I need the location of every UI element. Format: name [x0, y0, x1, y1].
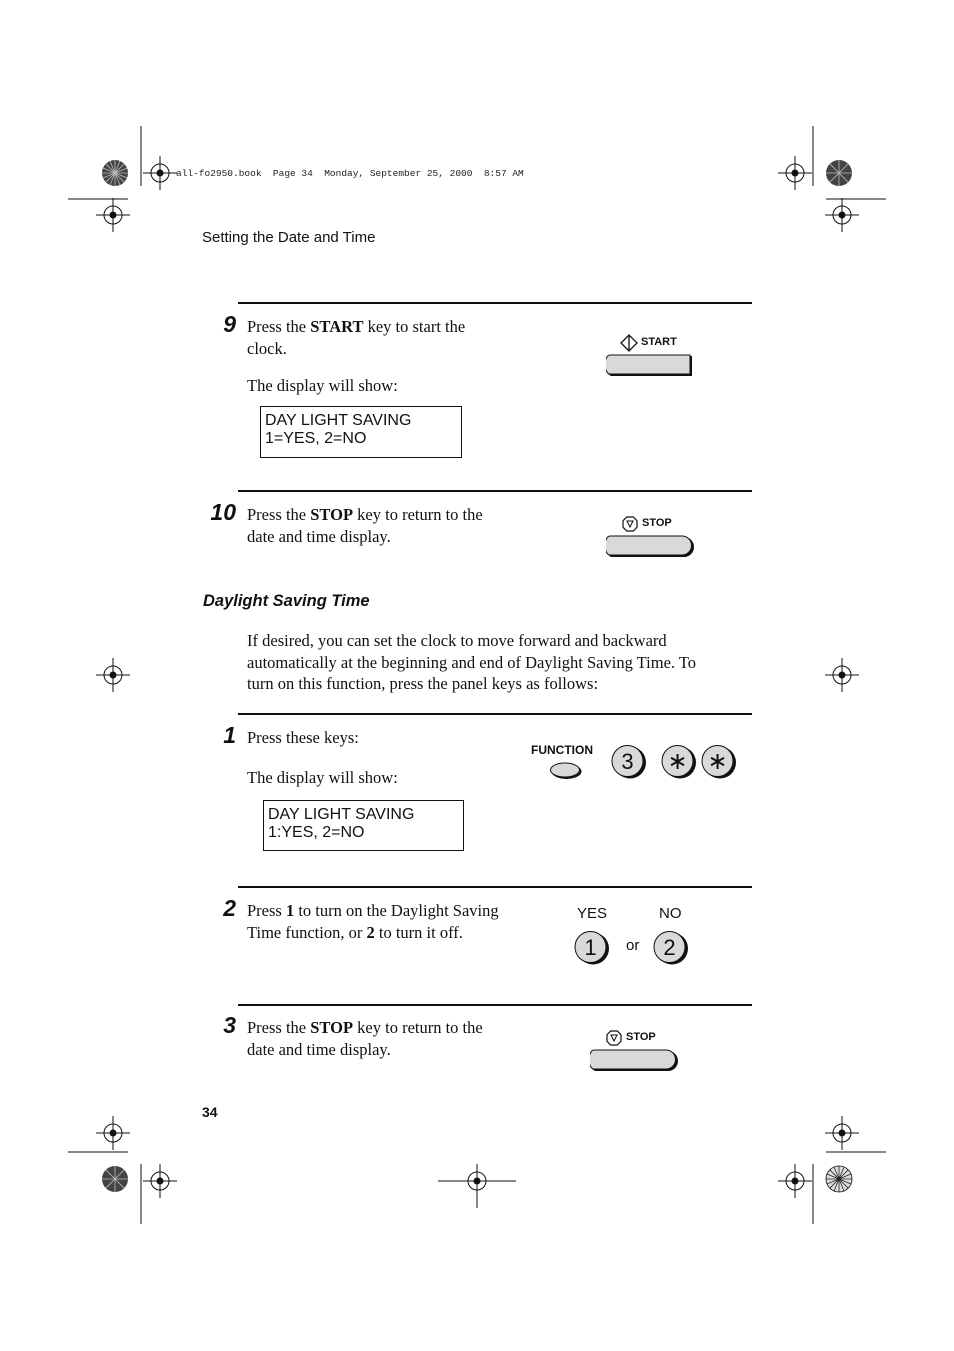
starburst-mark-icon — [824, 1164, 854, 1194]
running-header: Setting the Date and Time — [202, 229, 376, 246]
no-label: NO — [659, 905, 682, 922]
registration-target-icon — [96, 1116, 130, 1150]
registration-target-icon — [96, 658, 130, 692]
or-label: or — [626, 937, 640, 954]
key-1-label: 1 — [584, 935, 597, 960]
step-instruction: Press the STOP key to return to the date and time display. — [247, 505, 483, 546]
lcd-display: DAY LIGHT SAVING 1:YES, 2=NO — [263, 800, 464, 851]
registration-target-icon — [143, 1164, 177, 1198]
starburst-mark-icon — [100, 158, 130, 188]
step-number: 2 — [223, 895, 236, 921]
section-title: Daylight Saving Time — [203, 592, 370, 610]
step-number: 9 — [223, 311, 236, 337]
registration-target-icon — [825, 198, 859, 232]
print-slug: all-fo2950.book Page 34 Monday, September 25, 2000 8:57 AM — [176, 168, 524, 179]
key-star-label: ∗ — [667, 748, 688, 775]
registration-target-icon — [778, 156, 812, 190]
step-number: 1 — [223, 722, 236, 748]
lcd-display: DAY LIGHT SAVING 1=YES, 2=NO — [260, 406, 462, 458]
step-instruction: Press the START key to start the clock. — [247, 317, 466, 358]
step-number: 3 — [223, 1012, 236, 1038]
key-3-label: 3 — [621, 749, 634, 774]
registration-target-icon — [143, 156, 177, 190]
section-intro: If desired, you can set the clock to move forward and backward automatically at the beginning and end of Daylight Saving Time. To turn on this function, press the panel keys as follows: — [247, 631, 697, 693]
step-number: 10 — [210, 499, 236, 525]
display-intro: The display will show: — [247, 376, 398, 395]
registration-target-icon — [825, 1116, 859, 1150]
registration-target-icon — [96, 198, 130, 232]
page-number: 34 — [202, 1104, 218, 1120]
registration-target-icon — [438, 1164, 516, 1208]
display-intro: The display will show: — [247, 768, 398, 787]
stop-key-label: STOP — [642, 517, 672, 529]
start-key-label: START — [641, 336, 677, 348]
registration-target-icon — [778, 1164, 812, 1198]
key-2-label: 2 — [663, 935, 676, 960]
yes-label: YES — [577, 905, 608, 922]
key-star-label: ∗ — [707, 748, 728, 775]
step-instruction: Press these keys: — [247, 728, 359, 747]
starburst-mark-icon — [824, 158, 854, 188]
function-key-label: FUNCTION — [531, 743, 593, 757]
stop-key-label: STOP — [626, 1031, 656, 1043]
step-instruction: Press 1 to turn on the Daylight Saving Time function, or 2 to turn it off. — [247, 901, 499, 942]
registration-target-icon — [825, 658, 859, 692]
step-instruction: Press the STOP key to return to the date and time display. — [247, 1018, 483, 1059]
starburst-mark-icon — [100, 1164, 130, 1194]
